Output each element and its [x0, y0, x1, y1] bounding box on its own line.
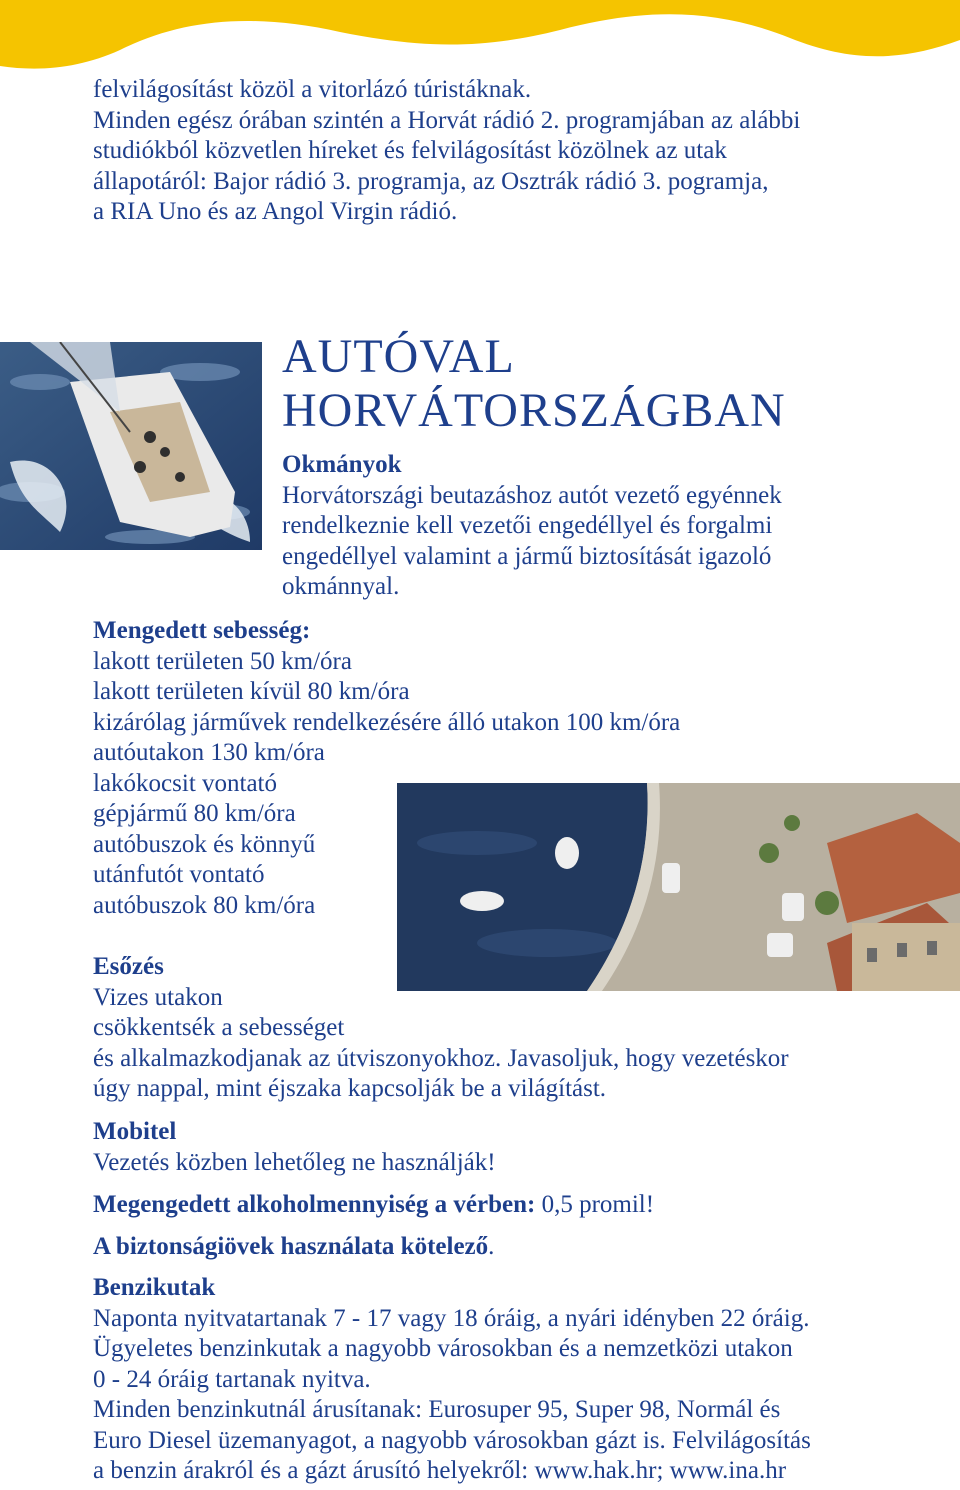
speed-line: lakókocsit vontató: [93, 769, 277, 797]
seatbelt-period: .: [488, 1233, 495, 1260]
fuel-line: Minden benzinkutnál árusítanak: Eurosuper 95, Super 98, Normál és: [93, 1396, 781, 1423]
fuel-line: a benzin árakról és a gázt árusító helyekről: www.hak.hr; www.ina.hr: [93, 1457, 787, 1484]
rain-line: és alkalmazkodjanak az útviszonyokhoz. Javasoljuk, hogy vezetéskor: [93, 1044, 789, 1072]
documents-line: rendelkeznie kell vezetői engedéllyel és forgalmi: [282, 512, 773, 539]
rain-line: csökkentsék a sebességet: [93, 1014, 345, 1041]
speed-heading: Mengedett sebesség:: [93, 617, 311, 644]
seatbelt-section: [93, 1232, 494, 1263]
speed-line: autóutakon 130 km/óra: [93, 739, 325, 766]
intro-line: felvilágosítást közöl a vitorlázó túristáknak.: [93, 76, 532, 103]
fuel-line: Naponta nyitvatartanak 7 - 17 vagy 18 óráig, a nyári idényben 22 óráig.: [93, 1304, 810, 1332]
mobile-text: Vezetés közben lehetőleg ne használják!: [93, 1148, 496, 1176]
documents-section: [282, 450, 782, 603]
documents-heading: Okmányok: [282, 451, 402, 478]
title-line: HORVÁTORSZÁGBAN: [282, 384, 786, 437]
seatbelt-label: A biztonságiövek használata kötelező: [93, 1233, 489, 1260]
rain-line: Vizes utakon: [93, 983, 223, 1011]
sailboat-photo: [0, 342, 262, 550]
documents-line: okmánnyal.: [282, 573, 400, 600]
intro-line: a RIA Uno és az Angol Virgin rádió.: [93, 198, 458, 225]
intro-paragraph: [93, 75, 800, 228]
fuel-line: 0 - 24 óráig tartanak nyitva.: [93, 1365, 371, 1393]
speed-line: lakott területen 50 km/óra: [93, 647, 352, 675]
alcohol-section: [93, 1190, 654, 1221]
documents-line: engedéllyel valamint a jármű biztosítását igazoló: [282, 542, 772, 570]
alcohol-value: 0,5 promil!: [535, 1191, 655, 1218]
fuel-stations-section: [93, 1273, 811, 1487]
speed-line: lakott területen kívül 80 km/óra: [93, 678, 410, 705]
fuel-line: Euro Diesel üzemanyagot, a nagyobb városokban gázt is. Felvilágosítás: [93, 1426, 811, 1454]
rain-heading: Esőzés: [93, 953, 164, 980]
rain-section: [93, 952, 789, 1105]
alcohol-label: Megengedett alkoholmennyiség a vérben:: [93, 1191, 536, 1218]
rain-line: úgy nappal, mint éjszaka kapcsolják be a világítást.: [93, 1075, 607, 1102]
speed-line: kizárólag járművek rendelkezésére álló utakon 100 km/óra: [93, 708, 681, 736]
speed-line: utánfutót vontató: [93, 861, 265, 888]
title-line: AUTÓVAL: [282, 330, 515, 383]
fuel-line: Ügyeletes benzinkutak a nagyobb városokban és a nemzetközi utakon: [93, 1335, 793, 1362]
speed-line: autóbuszok 80 km/óra: [93, 891, 316, 919]
intro-line: studiókból közvetlen híreket és felvilágosítást közölnek az utak: [93, 137, 727, 164]
mobile-heading: Mobitel: [93, 1118, 177, 1145]
speed-line: gépjármű 80 km/óra: [93, 800, 296, 827]
page-title: [282, 330, 786, 438]
intro-line: Minden egész órában szintén a Horvát rádió 2. programjában az alábbi: [93, 106, 801, 134]
documents-line: Horvátországi beutazáshoz autót vezető egyénnek: [282, 481, 782, 509]
intro-line: állapotáról: Bajor rádió 3. programja, az Osztrák rádió 3. pogramja,: [93, 167, 769, 195]
speed-line: autóbuszok és könnyű: [93, 830, 316, 858]
mobile-section: [93, 1117, 496, 1178]
fuel-heading: Benzikutak: [93, 1274, 216, 1301]
